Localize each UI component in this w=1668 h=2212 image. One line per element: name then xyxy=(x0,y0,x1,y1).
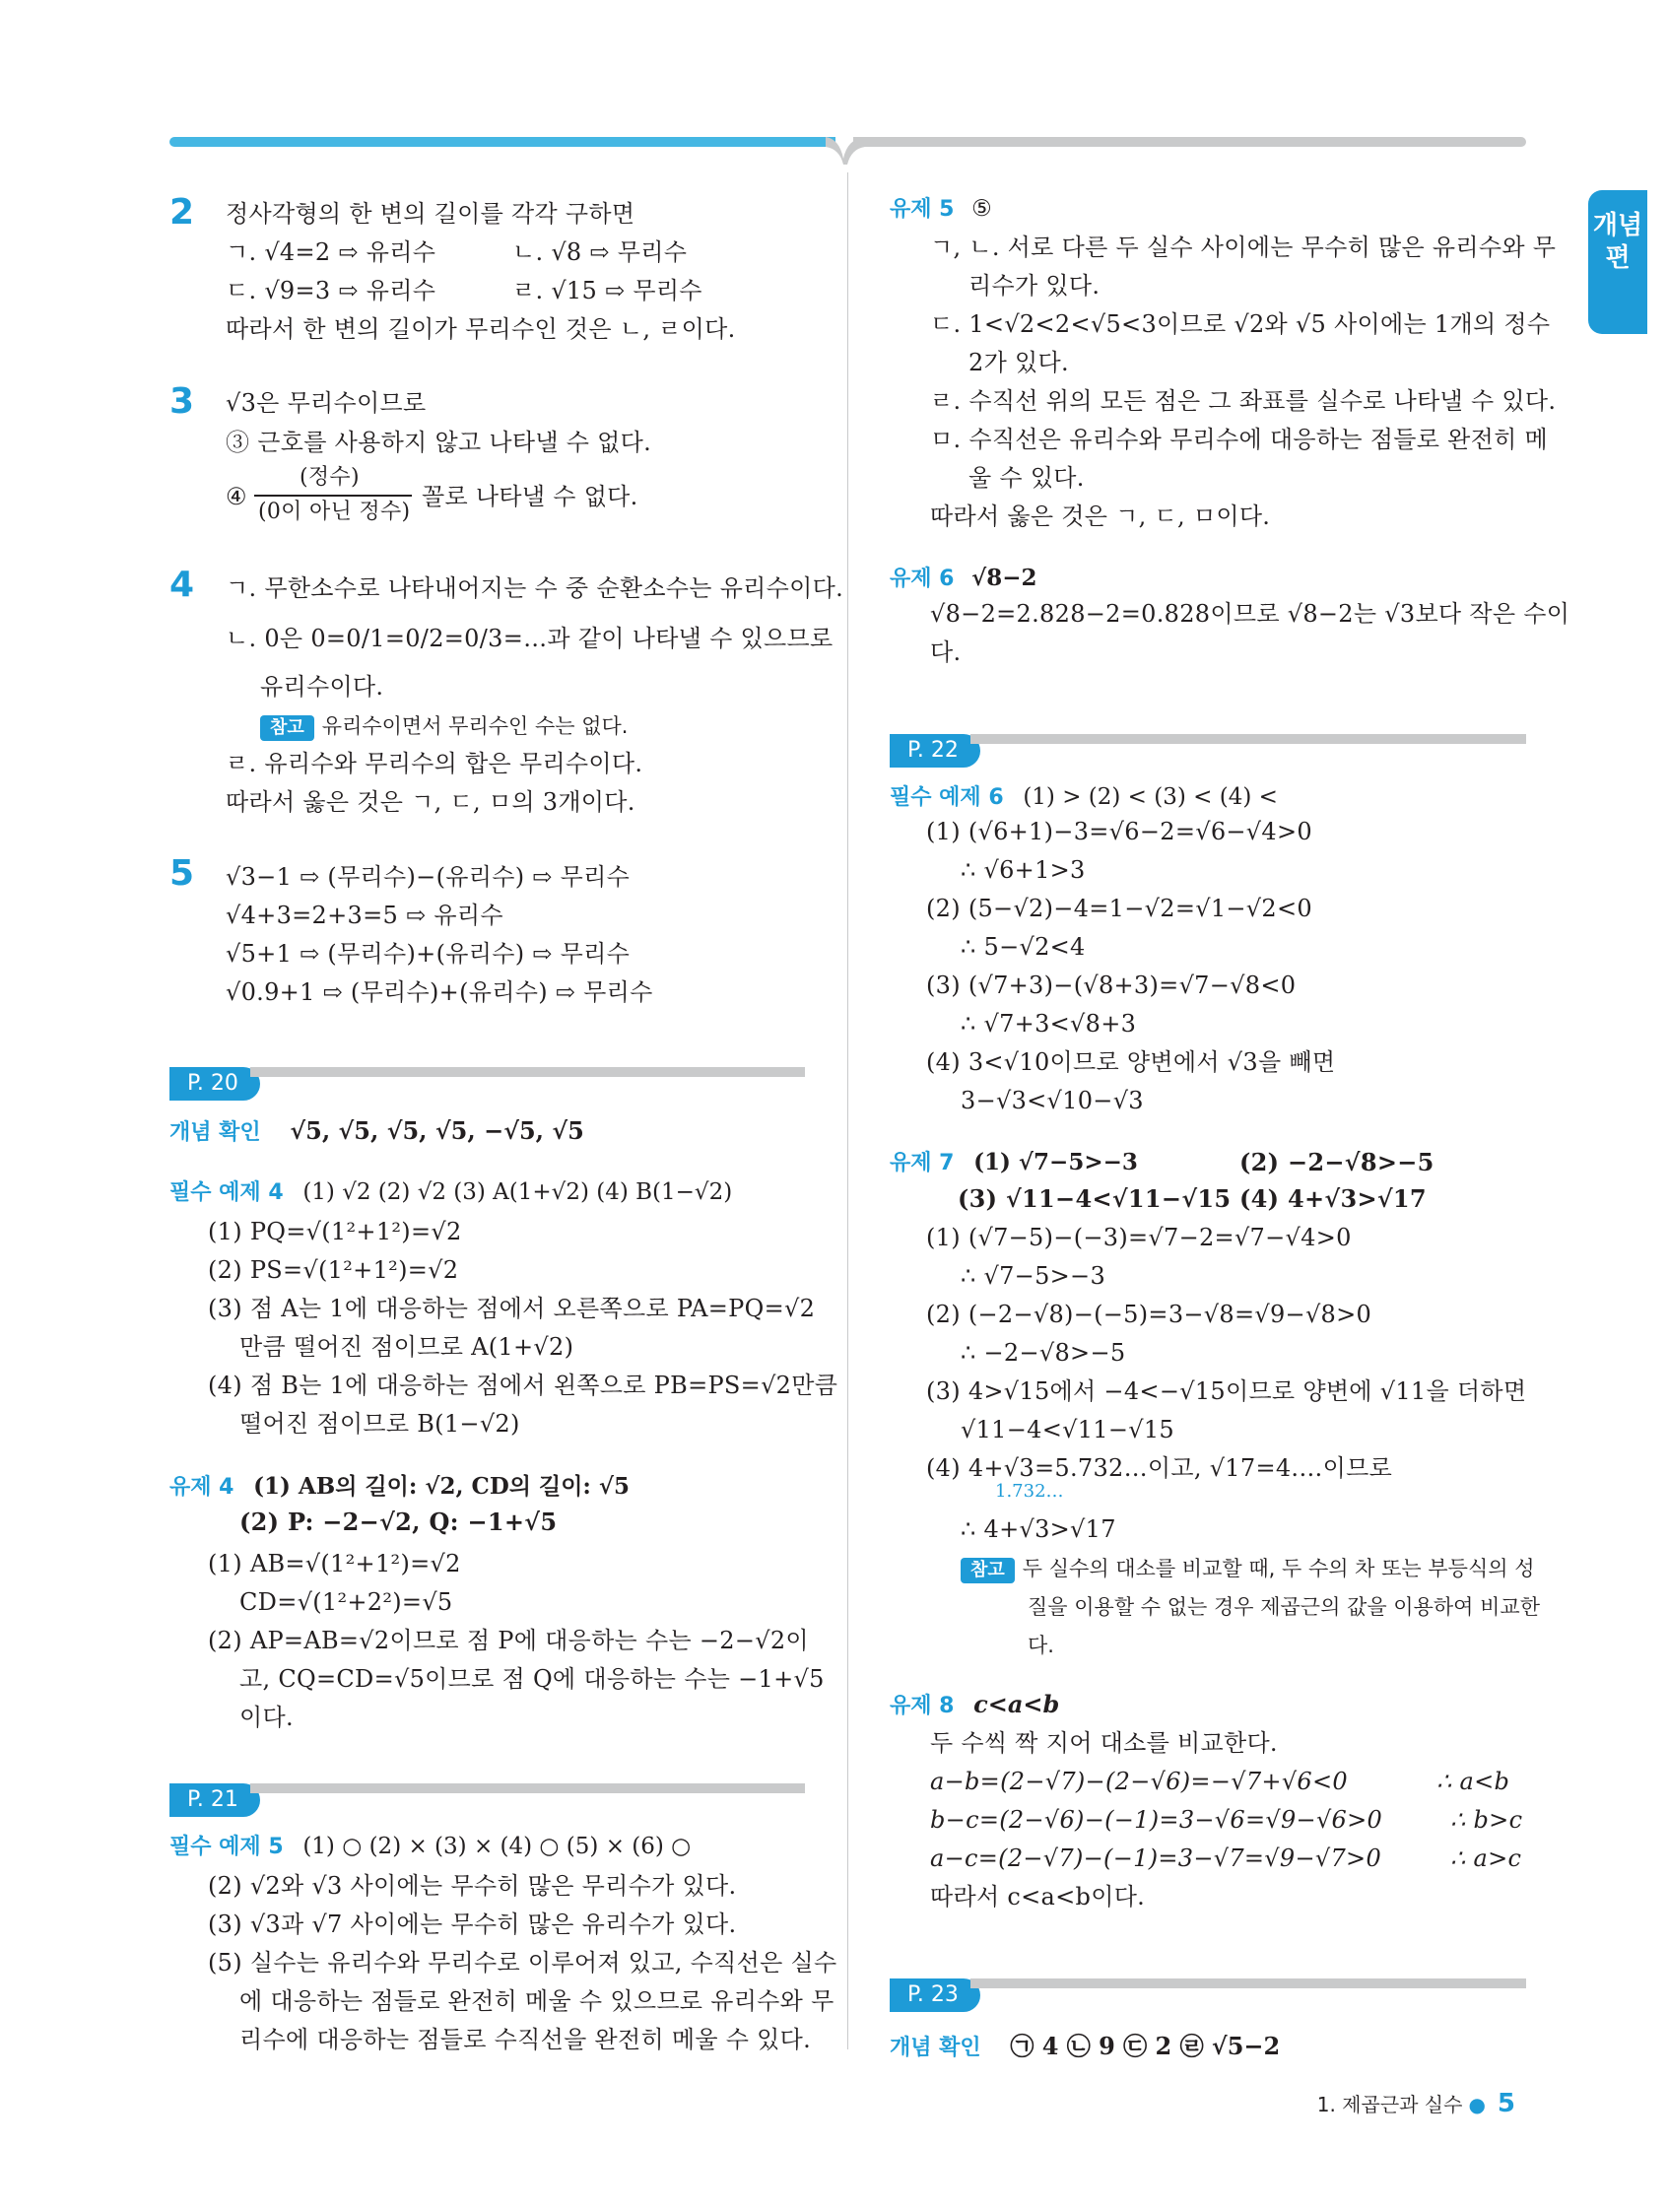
page-footer xyxy=(1317,2089,1515,2118)
footer-dot-icon: ● xyxy=(1468,2093,1486,2116)
exercise-4 xyxy=(169,1468,630,1501)
page-label: P. 20 xyxy=(169,1067,260,1101)
header-rule-right xyxy=(853,137,1526,147)
problem-number: 3 xyxy=(169,381,195,422)
text-line: ㄹ. √15 ⇨ 무리수 xyxy=(512,277,702,304)
section-rule xyxy=(970,1978,1526,1988)
fraction-denominator: (0이 아닌 정수) xyxy=(258,500,411,524)
answer: √8−2 xyxy=(971,565,1037,591)
side-tab[interactable]: 개념편 xyxy=(1588,190,1647,334)
text-line: (2) (5−√2)−4=1−√2=√1−√2<0 xyxy=(926,895,1312,922)
note-text: 두 실수의 대소를 비교할 때, 두 수의 차 또는 부등식의 성 xyxy=(1022,1557,1535,1580)
text-line: (3) (√7+3)−(√8+3)=√7−√8<0 xyxy=(926,972,1297,999)
text-line: √4+3=2+3=5 ⇨ 유리수 xyxy=(226,902,503,929)
page-label: P. 21 xyxy=(169,1783,260,1817)
concept-check xyxy=(890,2027,1280,2061)
conclusion: ∴ a>c xyxy=(1450,1844,1522,1872)
text-line: CD=√(1²+2²)=√5 xyxy=(239,1588,453,1616)
example-4 xyxy=(169,1175,732,1206)
answer: (1) > (2) < (3) < (4) < xyxy=(1023,784,1278,810)
text-line: ④ xyxy=(226,483,247,510)
note-line xyxy=(260,709,629,743)
note-text: 질을 이용할 수 없는 경우 제곱근의 값을 이용하여 비교한 xyxy=(1028,1595,1540,1619)
text-line: (1) (√7−5)−(−3)=√7−2=√7−√4>0 xyxy=(926,1224,1352,1251)
answer: (1) √2 (2) √2 (3) A(1+√2) (4) B(1−√2) xyxy=(302,1179,733,1205)
tag-label: 개념 확인 xyxy=(890,2036,981,2060)
text-line: (1) PQ=√(1²+1²)=√2 xyxy=(208,1218,462,1245)
page-section-p20 xyxy=(169,1067,805,1101)
tag-label: 필수 예제 5 xyxy=(169,1835,284,1859)
chapter-title: 1. 제곱근과 실수 xyxy=(1316,2093,1463,2116)
section-rule xyxy=(250,1067,805,1077)
tag-label: 개념 확인 xyxy=(169,1120,261,1145)
answer: √5, √5, √5, √5, −√5, √5 xyxy=(290,1116,584,1145)
text-line: 꼴로 나타낼 수 없다. xyxy=(422,483,638,510)
text-line: (1) AB=√(1²+1²)=√2 xyxy=(208,1550,461,1577)
note-line xyxy=(961,1552,1535,1585)
page-section-p22 xyxy=(890,734,1526,768)
text-line: √0.9+1 ⇨ (무리수)+(유리수) ⇨ 무리수 xyxy=(226,978,653,1006)
header-notch xyxy=(826,137,865,167)
tag-label: 필수 예제 4 xyxy=(169,1180,284,1205)
page-section-p21 xyxy=(169,1783,805,1817)
text-line: 고, CQ=CD=√5이므로 점 Q에 대응하는 수는 −1+√5 xyxy=(239,1665,825,1693)
text-line: 에 대응하는 점들로 완전히 메울 수 있으므로 유리수와 무 xyxy=(239,1987,834,2015)
header-rule-left xyxy=(169,137,835,147)
column-divider xyxy=(847,172,848,2049)
answer: (4) 4+√3>√17 xyxy=(1239,1184,1427,1213)
text-line: ㄷ. √9=3 ⇨ 유리수 xyxy=(226,277,436,304)
text-line: (2) PS=√(1²+1²)=√2 xyxy=(208,1256,459,1284)
text-line: 유리수이다. xyxy=(260,673,384,701)
tag-label: 유제 7 xyxy=(890,1151,955,1175)
answer: c<a<b xyxy=(973,1690,1060,1718)
answer: (2) P: −2−√2, Q: −1+√5 xyxy=(239,1508,558,1536)
section-rule xyxy=(970,734,1526,744)
text-line: ∴ 4+√3>√17 xyxy=(961,1515,1116,1543)
text-line: a−c=(2−√7)−(−1)=3−√7=√9−√7>0 xyxy=(930,1844,1382,1872)
text-line: ∴ √7+3<√8+3 xyxy=(961,1010,1137,1038)
note-badge: 참고 xyxy=(260,715,314,741)
text-line: ∴ √6+1>3 xyxy=(961,856,1086,884)
section-rule xyxy=(250,1783,805,1793)
fraction-numerator: (정수) xyxy=(300,465,360,490)
text-line: 두 수씩 짝 지어 대소를 비교한다. xyxy=(930,1729,1278,1757)
problem-number: 5 xyxy=(169,853,195,894)
text-line: √5+1 ⇨ (무리수)+(유리수) ⇨ 무리수 xyxy=(226,940,631,968)
page-label: P. 23 xyxy=(890,1978,980,2012)
text-line: 울 수 있다. xyxy=(968,464,1085,492)
problem-number: 4 xyxy=(169,565,195,605)
text-line: ㄴ. √8 ⇨ 무리수 xyxy=(512,238,688,266)
text-line: (2) √2와 √3 사이에는 무수히 많은 무리수가 있다. xyxy=(208,1872,737,1900)
text-line: (2) (−2−√8)−(−5)=3−√8=√9−√8>0 xyxy=(926,1301,1372,1328)
exercise-8 xyxy=(890,1689,1059,1719)
text-line: ∴ 5−√2<4 xyxy=(961,933,1086,961)
exercise-7 xyxy=(890,1146,1138,1176)
text-line: ∴ √7−5>−3 xyxy=(961,1262,1106,1290)
text-line: 따라서 옳은 것은 ㄱ, ㄷ, ㅁ이다. xyxy=(930,503,1271,530)
note-badge: 참고 xyxy=(961,1558,1015,1583)
text-line: (3) √3과 √7 사이에는 무수히 많은 유리수가 있다. xyxy=(208,1910,737,1938)
answer: (3) √11−4<√11−√15 xyxy=(958,1184,1232,1213)
tag-label: 유제 4 xyxy=(169,1475,234,1500)
concept-check xyxy=(169,1115,584,1146)
text-line: ㅁ. 수직선은 유리수와 무리수에 대응하는 점들로 완전히 메 xyxy=(930,426,1549,453)
text-line: 리수가 있다. xyxy=(968,272,1101,300)
text-line: ③ 근호를 사용하지 않고 나타낼 수 없다. xyxy=(226,429,652,456)
text-line: b−c=(2−√6)−(−1)=3−√6=√9−√6>0 xyxy=(930,1806,1383,1834)
text-line: √3−1 ⇨ (무리수)−(유리수) ⇨ 무리수 xyxy=(226,863,631,891)
text-line: 2가 있다. xyxy=(968,349,1069,376)
answer: (1) ○ (2) × (3) × (4) ○ (5) × (6) ○ xyxy=(302,1834,692,1859)
text-line: 따라서 한 변의 길이가 무리수인 것은 ㄴ, ㄹ이다. xyxy=(226,315,736,343)
text-line: ㄴ. 0은 0=0/1=0/2=0/3=…과 같이 나타낼 수 있으므로 xyxy=(226,625,834,652)
text-line: ㄷ. 1<√2<2<√5<3이므로 √2와 √5 사이에는 1개의 정수 xyxy=(930,310,1551,338)
answer: ㉠ 4 ㉡ 9 ㉢ 2 ㉣ √5−2 xyxy=(1010,2032,1281,2060)
tag-label: 필수 예제 6 xyxy=(890,785,1004,810)
text-line: ㄱ, ㄴ. 서로 다른 두 실수 사이에는 무수히 많은 유리수와 무 xyxy=(930,234,1557,261)
note-text: 다. xyxy=(1028,1634,1054,1657)
text-line: 3−√3<√10−√3 xyxy=(961,1087,1144,1114)
text-line: 리수에 대응하는 점들로 수직선을 완전히 메울 수 있다. xyxy=(239,2026,812,2053)
text-line: ㄹ. 수직선 위의 모든 점은 그 좌표를 실수로 나타낼 수 있다. xyxy=(930,387,1557,415)
text-line: 따라서 c<a<b이다. xyxy=(930,1883,1146,1910)
text-line: (4) 4+√3=5.732…이고, √17=4.…이므로 xyxy=(926,1454,1393,1482)
text-line: ㄱ. 무한소수로 나타내어지는 수 중 순환소수는 유리수이다. xyxy=(226,574,844,602)
text-line: ㄹ. 유리수와 무리수의 합은 무리수이다. xyxy=(226,750,643,777)
conclusion: ∴ b>c xyxy=(1450,1806,1523,1834)
page-section-p23 xyxy=(890,1978,1526,2012)
text-line: (5) 실수는 유리수와 무리수로 이루어져 있고, 수직선은 실수 xyxy=(208,1949,837,1977)
answer: (1) √7−5>−3 xyxy=(973,1149,1138,1175)
text-line: (3) 점 A는 1에 대응하는 점에서 오른쪽으로 PA=PQ=√2 xyxy=(208,1295,816,1322)
tag-label: 유제 8 xyxy=(890,1694,955,1718)
exercise-6 xyxy=(890,562,1037,592)
text-line: ∴ −2−√8>−5 xyxy=(961,1339,1126,1367)
text-line: √8−2=2.828−2=0.828이므로 √8−2는 √3보다 작은 수이 xyxy=(930,600,1570,628)
note-text: 유리수이면서 무리수인 수는 없다. xyxy=(321,714,629,738)
example-5 xyxy=(169,1830,691,1860)
answer: ⑤ xyxy=(971,196,992,222)
problem-number: 2 xyxy=(169,192,195,233)
text-line: 따라서 옳은 것은 ㄱ, ㄷ, ㅁ의 3개이다. xyxy=(226,788,635,816)
text-line: 떨어진 점이므로 B(1−√2) xyxy=(239,1410,520,1438)
text-line: ㄱ. √4=2 ⇨ 유리수 xyxy=(226,238,436,266)
answer: (2) −2−√8>−5 xyxy=(1239,1148,1434,1176)
text-line: 이다. xyxy=(239,1704,294,1731)
answer: (1) AB의 길이: √2, CD의 길이: √5 xyxy=(253,1473,631,1500)
text-line: √3은 무리수이므로 xyxy=(226,389,427,417)
text-line: a−b=(2−√7)−(2−√6)=−√7+√6<0 xyxy=(930,1768,1348,1795)
tag-label: 유제 6 xyxy=(890,567,955,591)
text-line: (1) (√6+1)−3=√6−2=√6−√4>0 xyxy=(926,818,1312,845)
conclusion: ∴ a<b xyxy=(1436,1768,1510,1795)
page-number: 5 xyxy=(1497,2089,1515,2118)
example-6 xyxy=(890,780,1278,811)
text-line: (3) 4>√15에서 −4<−√15이므로 양변에 √11을 더하면 xyxy=(926,1377,1527,1405)
page-label: P. 22 xyxy=(890,734,980,768)
text-line: √11−4<√11−√15 xyxy=(961,1416,1174,1443)
exercise-5 xyxy=(890,192,992,223)
text-line: (4) 3<√10이므로 양변에서 √3을 빼면 xyxy=(926,1048,1336,1076)
tag-label: 유제 5 xyxy=(890,197,955,222)
text-line: 만큼 떨어진 점이므로 A(1+√2) xyxy=(239,1333,574,1361)
text-line: 다. xyxy=(930,638,962,666)
text-line: 정사각형의 한 변의 길이를 각각 구하면 xyxy=(226,200,635,228)
text-line: (2) AP=AB=√2이므로 점 P에 대응하는 수는 −2−√2이 xyxy=(208,1627,809,1654)
estimate-annotation: 1.732… xyxy=(995,1481,1064,1502)
text-line: (4) 점 B는 1에 대응하는 점에서 왼쪽으로 PB=PS=√2만큼 xyxy=(208,1372,838,1399)
